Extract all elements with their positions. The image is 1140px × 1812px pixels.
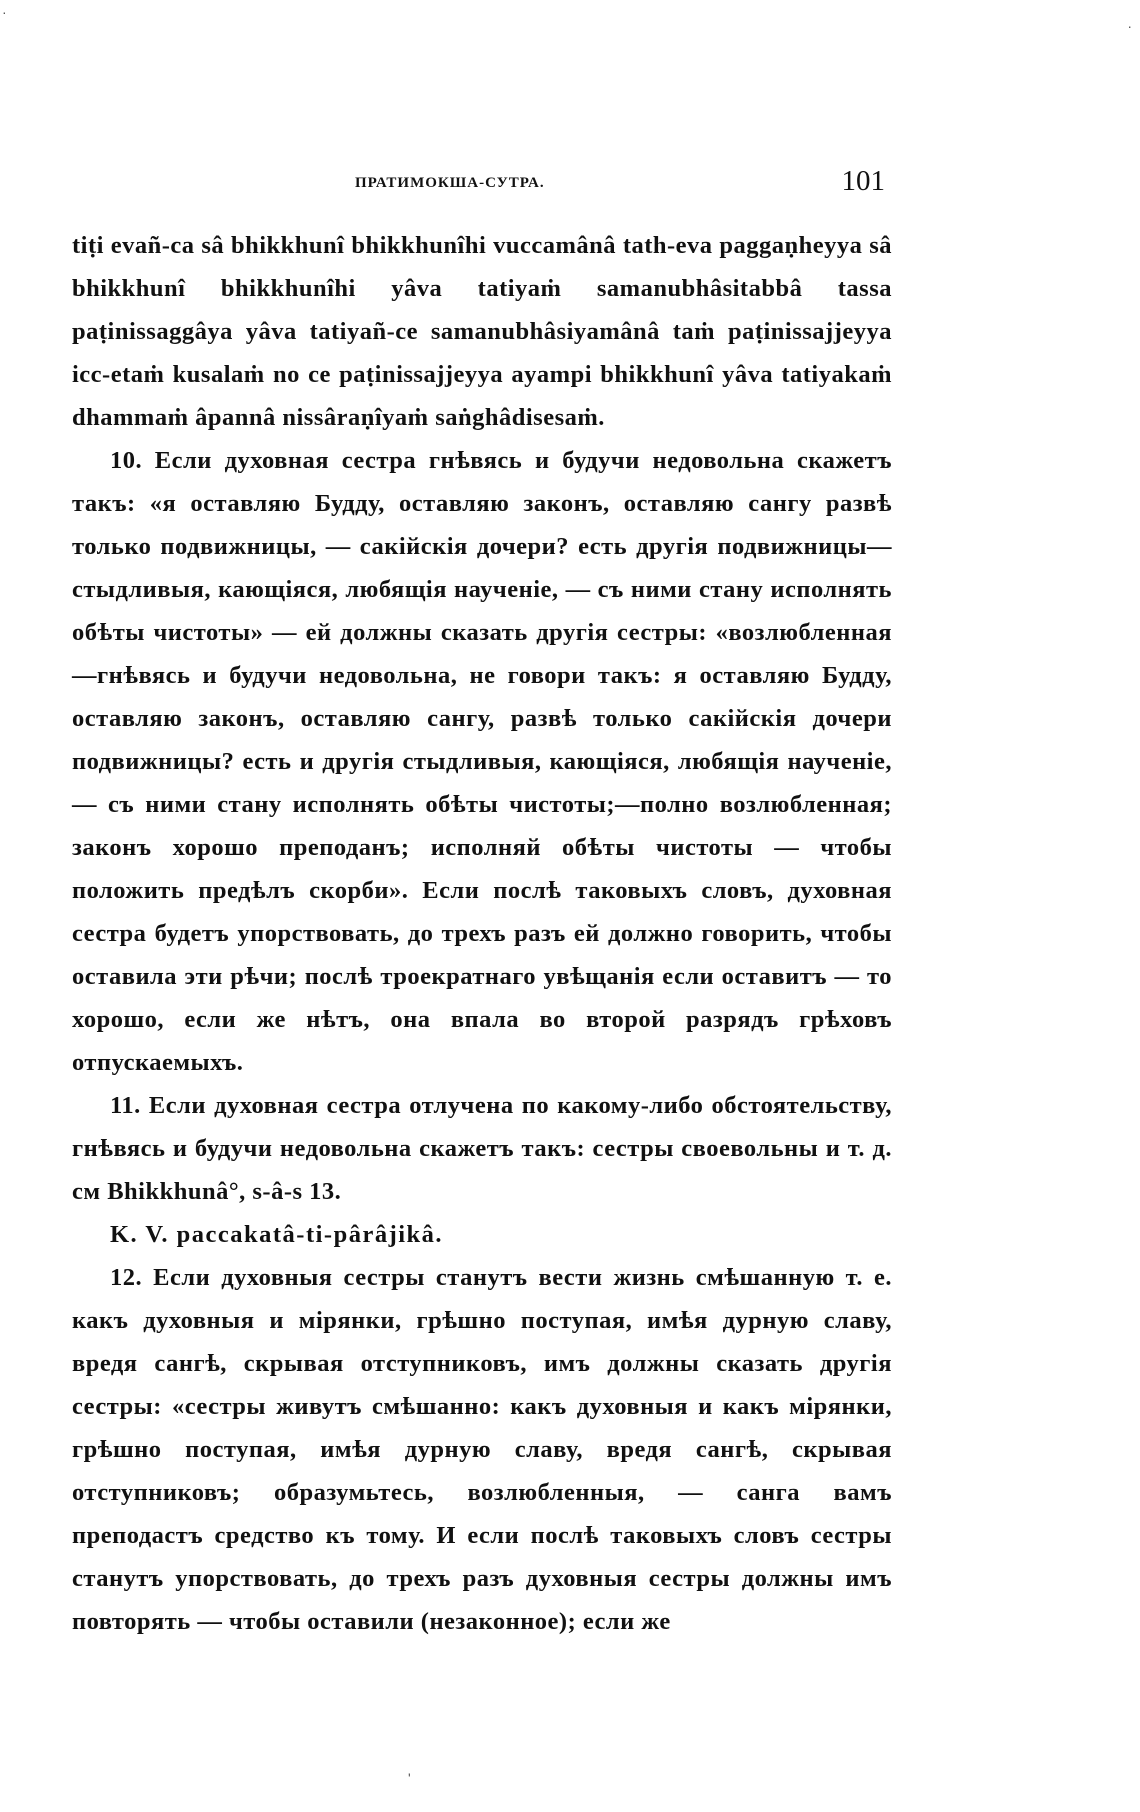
body-text <box>72 224 892 1643</box>
page-header <box>355 165 885 205</box>
running-title: ПРАТИМОКША-СУТРА. <box>355 175 545 191</box>
rule-10-paragraph: 10. Если духовная сестра гнѣвясь и будучи недовольна скажетъ такъ: «я оставляю Будду, оставляю законъ, оставляю сангу развѣ только подвижницы, — сакійскія дочери? есть другія подвижницы—стыдливыя, кающіяся, любящія наученіе, — съ ними стану исполнять обѣты чистоты» — ей должны сказать другія сестры: «возлюбленная—гнѣвясь и будучи недовольна, не говори такъ: я оставляю Будду, оставляю законъ, оставляю сангу, развѣ только сакійскія дочери подвижницы? есть и другія стыдливыя, кающіяся, любящія наученіе, — съ ними стану исполнять обѣты чистоты;—полно возлюбленная; законъ хорошо преподанъ; исполняй обѣты чистоты — чтобы положить предѣлъ скорби». Если послѣ таковыхъ словъ, духовная сестра будетъ упорствовать, до трехъ разъ ей должно говорить, чтобы оставила эти рѣчи; послѣ троекратнаго увѣщанія если оставитъ — то хорошо, если же нѣтъ, она впала во второй разрядъ грѣховъ отпускаемыхъ. <box>72 447 892 1076</box>
scan-speck: ' <box>408 1770 411 1786</box>
pali-paragraph: tiṭi evañ-ca sâ bhikkhunî bhikkhunîhi vuccamânâ tath-eva paggaṇheyya sâ bhikkhunî bhikkhunîhi yâva tatiyaṁ samanubhâsitabbâ tassa paṭinissaggâya yâva tatiyañ-ce samanubhâsiyamânâ taṁ paṭinissajjeyya icc-etaṁ kusalaṁ no ce paṭinissajjeyya ayampi bhikkhunî yâva tatiyakaṁ dhammaṁ âpannâ nissâraṇîyaṁ saṅghâdisesaṁ. <box>72 232 892 431</box>
section-heading: K. V. paccakatâ-ti-pârâjikâ. <box>110 1221 444 1248</box>
rule-11-paragraph: 11. Если духовная сестра отлучена по какому-либо обстоятельству, гнѣвясь и будучи недовольна скажетъ такъ: сестры своевольны и т. д. см Bhikkhunâ°, s-â-s 13. <box>72 1092 892 1205</box>
page-number: 101 <box>841 165 885 197</box>
rule-12-paragraph: 12. Если духовныя сестры станутъ вести жизнь смѣшанную т. е. какъ духовныя и мірянки, грѣшно поступая, имѣя дурную славу, вредя сангѣ, скрывая отступниковъ, имъ должны сказать другія сестры: «сестры живутъ смѣшанно: какъ духовныя и какъ мірянки, грѣшно поступая, имѣя дурную славу, вредя сангѣ, скрывая отступниковъ; образумьтесь, возлюбленныя, — санга вамъ преподастъ средство къ тому. И если послѣ таковыхъ словъ сестры станутъ упорствовать, до трехъ разъ духовныя сестры должны имъ повторять — чтобы оставили (незаконное); если же <box>72 1264 892 1635</box>
scan-speck: · <box>2 4 7 20</box>
scan-speck: · <box>1127 18 1132 34</box>
